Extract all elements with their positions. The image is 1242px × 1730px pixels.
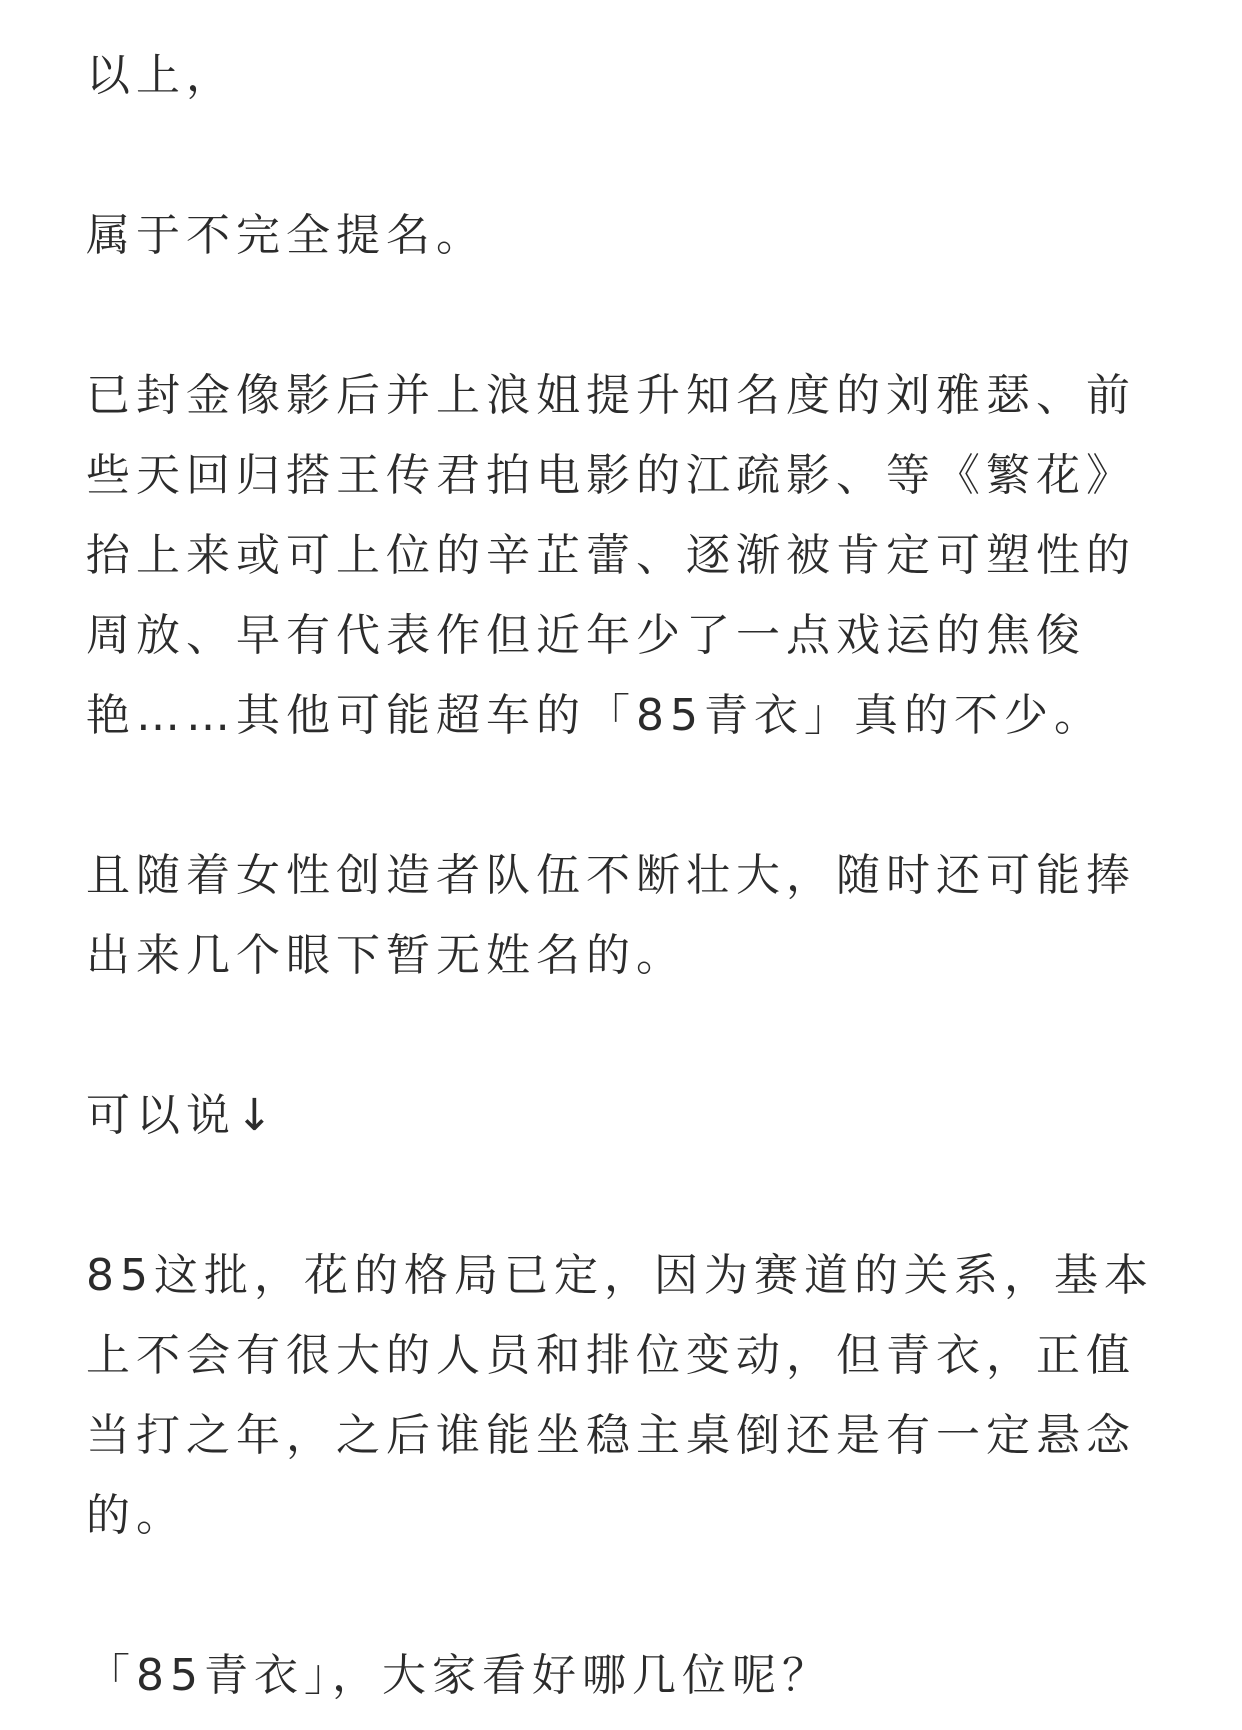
- paragraph-incomplete-list: 属于不完全提名。: [86, 210, 486, 261]
- paragraph-female-creators: 且随着女性创造者队伍不断壮大，随时还可能捧出来几个眼下暂无姓名的。: [86, 850, 1136, 981]
- paragraph-transition: 可以说↓: [86, 1090, 279, 1141]
- paragraph-question: 「85青衣」，大家看好哪几位呢？: [86, 1650, 832, 1701]
- paragraph-intro: 以上，: [86, 50, 236, 101]
- paragraph-conclusion: 85这批，花的格局已定，因为赛道的关系，基本上不会有很大的人员和排位变动，但青衣，正值当打之年，之后谁能坐稳主桌倒还是有一定悬念的。: [86, 1250, 1154, 1541]
- paragraph-candidates: 已封金像影后并上浪姐提升知名度的刘雅瑟、前些天回归搭王传君拍电影的江疏影、等《繁花》抬上来或可上位的辛芷蕾、逐渐被肯定可塑性的周放、早有代表作但近年少了一点戏运的焦俊艳……其他可能超车的「85青衣」真的不少。: [86, 370, 1136, 741]
- article-body: [86, 36, 1156, 1716]
